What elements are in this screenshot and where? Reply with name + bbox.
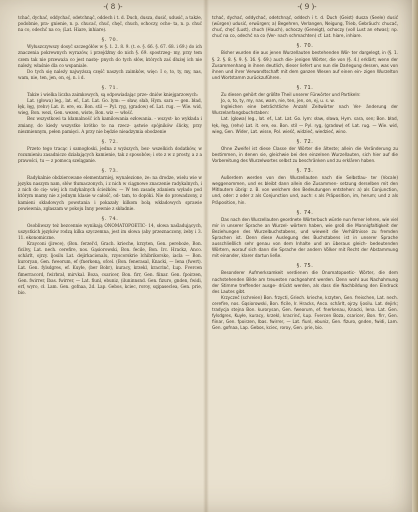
paragraph: Do tych się należy najwyższą część naszych zaimków, więc: I o, to, ty, my, nas, wam, nie, ten, jen, on, ej, n. i d. <box>18 68 202 80</box>
section-number: §. 75. <box>296 263 314 270</box>
section-number: §. 73. <box>101 168 119 175</box>
section <box>18 85 202 135</box>
paragraph: Przeto tego tracąc i samogłoski, jedna z wyższych, bez- wszelkich dodatków, w rozumieniu zasadniczo działających kamienie, tak z sposobów; i oto z w z prosty, a z a prawości, tu — z pomocą szeląganie. <box>18 145 202 163</box>
section <box>212 43 398 81</box>
paragraph: Lat. (głowa) leg., lat. ef., Lat. Lat. Go. lym: — sław, słab, Hym. sara — gen. bład, łęk, łęg, (rehv) Lat. it. ere, ex. Bon. stil — Pyl. ryg, (gradow) ef. Lat. rug. — Wie. wid, wieg, Bon. wezi, Gen. wezen, wiste, Bon. wiz — włość. <box>18 98 202 116</box>
section-number: §. 70. <box>101 37 119 44</box>
paragraph: Ohne Zweifel ist diese Classe der Wörter die älteste; allein die Veränderung zu bestimmen, in denen sie, gleichwie bei den einzelnen Wurzellauten, sich hier auf die Vorbereitung des Wurzelwortes selbst zu beschränken und zu erklären haben. <box>212 145 398 163</box>
section <box>212 15 398 39</box>
section <box>212 210 398 260</box>
section <box>18 216 202 296</box>
paragraph: Bisher wurden die aus jenen Wurzellauten bestehenden Wör- ter dargelegt, in (§. 1. §. 2. §. 8. §. 9. §. 16. §. 69.) auch die- jenigen Wörter, die von (§. 4.) erklärt; wenn der Zusammenhang in ihnen deutlich, dieser liefert uns nun die Darlegung dessen, was von ihnen und ihrer Verwandtschaft mit dem ganzen Wesen auf einen ein- zigen Wurzelton und Wortstamm zurückzuführen. <box>212 50 398 80</box>
section-number: §. 71. <box>101 84 119 91</box>
section <box>18 15 202 33</box>
polish-column <box>18 15 202 300</box>
section-number: §. 74. <box>296 209 314 216</box>
paragraph: Wyłuszczywszy dosyć szczegółów w §. 1. 2. 8. 9. (t. e. §. 66. §. 67. 68. i 69.) do ich znaczenia pokrewnych wyrazów, i przejdźmy do nich §. 69. spostrzeg- my, przy tem czem tak nie przeważa co jest nastę- pnych do tych słów, których zaś dłużej ich nie należy, właśnie dla co wspaniale. <box>18 44 202 68</box>
paragraph: Besonderer Aufmerksamkeit verdienen die Onomatopoetic- Wörter, die dem nachstehenden Bilde am treuesten nachgeahmt werden. Denn wohl aus Nachahmung der Stimme treffender ausge- drückt werden, als dass die Nachbildung den Eindruck des Lautes gibt. <box>212 270 398 294</box>
section <box>18 139 202 164</box>
section <box>18 37 202 81</box>
section <box>212 263 398 331</box>
paragraph: Zu diesen gehört der größte Theil unserer Fürwörter und Partikeln: <box>221 92 361 98</box>
column-gutter <box>203 0 209 512</box>
paragraph: Radykalnie obdzierowane elementarniej, wynalezione, że: na drodze, wielu wie w języku naszym nam, słów tłumaczonych, i z nich w ciągnowe znaczenie radykalnych, i z nich do cię- wiej ich radykalnych ścieżków. — W ten zasadę zdaniem wyłado pod którym mamy nie z jednym klasie w całość, od- tam, to dopóki. Nie do prowadzony, z kamieni składowych powstania i pokazały kilkom bolą wkładowych sprawie powiewnia, zgłaszam w pokoju Inny pewnie z składnie. <box>18 175 202 211</box>
left-page-number: -( 8 )- <box>103 3 123 11</box>
paragraph: Krzyczeć (schreien) Bon. frzycti, Griech. krieche, krzyten, Gen. freischen, Lat. nech. cerefire, nos. Gąsiorowski, Bon. ficile, Ir. Hracks, Anco. schärlt, ojrzy. ljosilu. Lat. dejirk; tradycja stejna Bon. kurorysan, Gen. fweorum, ef. fnerkenau, Knacki, Iena. Lat. Gen. fylsdgres, Kuyłe, kuracy, krzekl, kracrinć, Łup. Fvercen Boza, csaricer, Bon. firr, Gen. fiinar, Gen. fpoirzen, Ibas. fwirrer, — Lat. fiunl, ebuniz, Gen. fizuro, gnden, fwidi, Lam. Gen. gofnaa, Lap. Gebos, kciec, roroy, Gen. prie, bio. <box>212 294 398 331</box>
paragraph: tchać, dychać, oddychać, odetchnąć, oddech i t. d. Duch (Geist) dusza (Seele) dusić (würgen) udusić, erwürgen; a) Begehren, Verlangen, Neigung, Trieb, Gebräuch: chucać, chuć, chęć (Lust), chuch (Hauch), ochoczy (Geneigt), ochoczy (voll Lust an etwas); np. chuć na co, odechć na co (Ver- nach schmachten) cf. Lat. hiare, inhiare. <box>212 15 398 39</box>
section <box>212 168 398 206</box>
paragraph: Ingleichen eine beträchtliche Anzahl Zeitwörter nach Ver- änderung der Wurzelanfangsbuchstaben: <box>212 104 398 116</box>
paragraph: Das nach den Wurzellauten geordnete Wörterbuch würde nun ferner lehren, wie viel mir in unserer Sprache an Wurzel- wörtern haben, wie groß die Mannigfaltigkeit der Beziehungen des Wurzelbuchstabens, und wieweit die Verhältnisse zu fremden Sprachen ist. Denn diese Auslegung des Buchstabens ist in unserer Sprache ausschließlich sehr genau von dem Inhalte und an überaus gleich- bedeutenden Wörtern, worauf sich dann die Sprache der andern Völker mit Recht der Abstammung mit einander, klarer dartun ließe. <box>212 216 398 259</box>
paragraph: tchać, dychać, oddychać, odetchnąć, oddech i t. d. Duch, dusza, dusić, udusić, a także, podobnie, pra- gnienie, n. p. chucać, chuć, chęć, chuch, ochoczy, ocho- ta, n. p. chuć na co, odechć na co; (Lat. Hiare, inhiare). <box>18 15 202 33</box>
page-edge-shadow <box>412 0 418 512</box>
section-number: §. 73. <box>296 168 314 175</box>
paragraph: Także i wielka liczba zaimkowych, są odpowiadając prze- dniów kniejgarzowych: <box>27 92 199 98</box>
right-page-number: -( 9 )- <box>297 3 317 11</box>
section-number: §. 72. <box>296 138 314 145</box>
section-number: §. 71. <box>296 84 314 91</box>
german-column <box>212 15 398 335</box>
paragraph: Osobliwszy też bezcennie wynikają ONOMATOPOETIC- 14, słowa naśladujących, uszystkich języków rodzą kilka szyczemna, jest im słowa (aby przeznaczony, żeby i 3. 11. ekonomiczne. <box>18 222 202 240</box>
section-number: §. 72. <box>101 138 119 145</box>
paragraph: Krayconi (jirece), (Bon. ferzel'd, Grach. krieche, krzyten, Gen. pereboże, Bon. ficilvy, Lat. nech. cerefire, nos. Gąsiorowski, Bon. fecile, Bon. Irc. Hrackz, Anco. schärlt, ojrzy. ljosilu Lat. dejirkacionalu, rzyscorskrie lchibrikorsko, iacla — Bon. kuroryan, Gen. fweorum, ef (fnerkeną, ofcel. (Bon. fenerasal, Knacki, — Iena (fwert). Lat. Gen. fylsdgres, ef. Kuyłe, (ber Bobr), kuracy, krzekl, kracrinć, Łup. Fvercen fimerracord, fwirbrał, mirvkal. Boza, csaricer, Bon. firr, Gen. fiinar. Gen. fpoirzen, Gen. fwirrer, Ibas. fwirrer, — Lat. fiunl, ebuniz, (iluninnsnd. Gen. fizuro, gnden, fwidi, erf, wyro, cł. Lam. Gen. gofnaa, 2d. Lap. Gebos, kciec, roroy, sqipaseclea, Gen. prie, bio. <box>18 241 202 295</box>
section-number: §. 70. <box>296 43 314 50</box>
paragraph: Lat. (glowa) leg., lat. ef., Lat. Lat. Go. lym: sław, sława, Hym. sara, sen; Bon. bład, łęk, łęg, (rehv) Lat. it. ere, ex. Bon. stil — Pyl. ryg, (gradow) ef. Lat. rug. — Wie. wid, wieg, Gen. Wider, Lat. wisse, Pol. wieść, widzieć, wiedzieć, wino. <box>212 116 398 134</box>
paragraph: Jo, o, to, ty, my, nas, wam, nie, ten, jen, on, ej, u. s. w. <box>221 98 335 104</box>
section <box>212 139 398 164</box>
paragraph: Außerdem werden von den Wurzellauten nach die Selbstlau- ter (Vocale) weggenommen, und es bleibt dann allein die Zusammen- setzung derselben mit den Mitlautern übrig: z. B. von welchem den Bedeutungen entstehen: a) als Conjunction, und, oder: z oder z als Conjunction und, auch: s als Präposition, im, herum; und z als Präposition, hin. <box>212 175 398 205</box>
paragraph: Bez wszystkowi ta kłamalność ich kamilowania ezłowania. - wszyst- ko wykłada i zmiany, do kiedy wszystko krótko to na rzecz- ąstwie spójników ślicky, przy niezmiennym, pełen pamięci. A przy nie będzie nieadzymia obodzenie <box>18 116 202 134</box>
section <box>18 168 202 212</box>
section <box>212 85 398 135</box>
section-number: §. 74. <box>101 215 119 222</box>
